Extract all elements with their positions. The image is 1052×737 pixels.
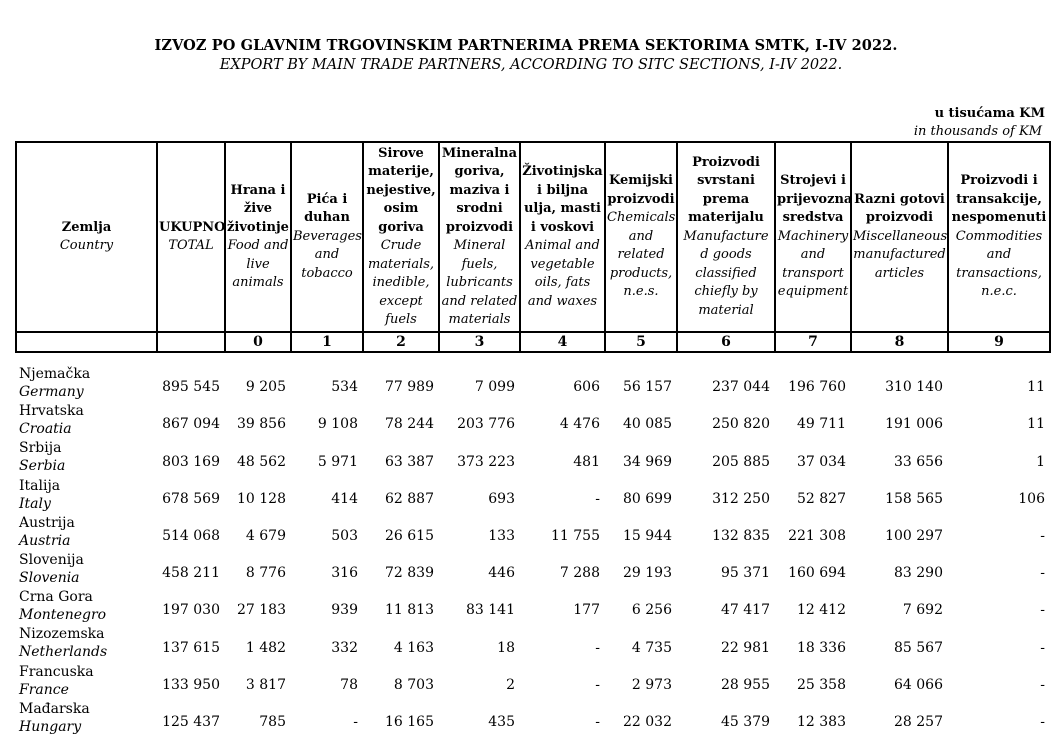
country-cell [16,514,157,551]
value-cell: 6 256 [631,602,672,619]
value-cell: 177 [573,602,600,619]
value-cell: 158 565 [885,490,943,507]
value-cell: 12 383 [797,713,846,730]
value-cell: 9 205 [245,379,286,396]
value-cell: 12 412 [797,602,846,619]
value-cell: 78 244 [385,416,434,433]
value-cell: - [595,676,600,693]
value-cell: 15 944 [623,527,672,544]
value-cell: 27 183 [237,602,286,619]
value-cell: - [1040,639,1045,656]
header-label-hr: Proizvodi svrstani prema materijalu [688,154,764,226]
value-cell: 64 066 [894,676,943,693]
header-label-hr: Životinjska i biljna ulja, masti i voskovi [522,164,603,235]
value-cell: - [1040,527,1045,544]
table-row [16,663,1050,700]
value-cell: 11 755 [551,527,600,544]
value-cell: 4 163 [393,639,434,656]
value-cell: 11 [1027,416,1045,433]
header-row [16,142,1050,332]
section-code: 7 [775,332,851,352]
value-cell: 39 856 [237,416,286,433]
value-cell: 47 417 [721,602,770,619]
section-code: 0 [225,332,291,352]
value-cell: 481 [573,453,600,470]
country-name-en: Slovenia [19,569,80,586]
value-cell: 72 839 [385,565,434,582]
value-cell: 40 085 [623,416,672,433]
value-cell: 7 692 [902,602,943,619]
table-row [16,402,1050,439]
value-cell: 34 969 [623,453,672,470]
value-cell: 49 711 [797,416,846,433]
header-label-hr: Razni gotovi proizvodi [854,191,945,226]
header-label-en: Machinery and transport equipment [777,228,849,300]
value-cell: 7 288 [559,565,600,582]
country-name-hr: Srbija [19,440,62,457]
value-cell: 5 971 [317,453,358,470]
value-cell: 414 [331,490,358,507]
section-code: 6 [677,332,775,352]
country-cell [16,402,157,439]
value-cell: 939 [331,602,358,619]
value-cell: 7 099 [474,379,515,396]
header-label-en: Mineral fuels, lubricants and related materials [441,238,518,327]
country-cell [16,663,157,700]
header-label-hr: Kemijski proizvodi [607,173,675,207]
header-label-en: Animal and vegetable oils, fats and waxes [525,238,600,309]
value-cell: 26 615 [385,527,434,544]
section-code: 3 [439,332,520,352]
header-label-hr: Hrana i žive životinje [227,182,289,235]
table-row [16,514,1050,551]
country-name-hr: Slovenija [19,551,84,568]
value-cell: 77 989 [385,379,434,396]
country-name-en: France [19,681,69,698]
value-cell: 4 679 [245,527,286,544]
value-cell: 316 [331,565,358,582]
country-name-en: Germany [19,384,84,400]
value-cell: 435 [488,713,515,730]
country-name-hr: Mađarska [19,700,90,717]
country-name-hr: Hrvatska [19,403,84,420]
section-code: 1 [291,332,363,352]
value-cell: 332 [331,639,358,656]
header-label-en: TOTAL [168,238,214,253]
value-cell: 310 140 [885,379,943,396]
value-cell: 534 [331,379,358,396]
total-cell: 133 950 [162,676,220,693]
header-label-en: Miscellaneous manufactured articles [853,228,948,281]
value-cell: - [1040,565,1045,582]
country-cell [16,551,157,588]
value-cell: 56 157 [623,379,672,396]
value-cell: 785 [259,713,286,730]
value-cell: 205 885 [712,453,770,470]
value-cell: 2 [506,676,515,693]
value-cell: - [1040,676,1045,693]
value-cell: 80 699 [623,490,672,507]
value-cell: - [353,713,358,730]
value-cell: 18 [497,639,515,656]
value-cell: 11 813 [385,602,434,619]
value-cell: - [595,490,600,507]
total-cell: 678 569 [162,490,220,507]
country-cell [16,588,157,625]
value-cell: 16 165 [385,713,434,730]
total-cell: 895 545 [162,379,220,396]
value-cell: 48 562 [237,453,286,470]
value-cell: 100 297 [885,527,943,544]
section-code: 8 [851,332,948,352]
value-cell: 191 006 [885,416,943,433]
total-cell: 867 094 [162,416,220,433]
value-cell: 312 250 [712,490,770,507]
header-label-hr: Sirove materije, nejestive, osim goriva [366,145,436,235]
value-cell: 1 [1036,453,1045,470]
value-cell: 83 141 [466,602,515,619]
value-cell: 106 [1018,490,1045,507]
country-cell [16,625,157,662]
header-section-3 [439,142,520,332]
header-label-en: Commodities and transactions, n.e.c. [955,228,1043,300]
header-label-en: Country [59,238,114,253]
table-row [16,551,1050,588]
value-cell: - [1040,713,1045,730]
value-cell: 606 [573,379,600,396]
header-section-0 [225,142,291,332]
value-cell: 11 [1027,379,1045,396]
value-cell: 446 [488,565,515,582]
country-name-en: Austria [19,532,71,549]
unit-label-hr: u tisućama KM [934,106,1045,121]
header-total [157,142,225,332]
value-cell: 28 955 [721,676,770,693]
header-label-en: Chemicals and related products, n.e.s. [607,210,676,300]
table-row [16,700,1050,737]
value-cell: 37 034 [797,453,846,470]
total-cell: 197 030 [162,602,220,619]
total-cell: 514 068 [162,527,220,544]
section-code: 2 [363,332,439,352]
value-cell: 373 223 [457,453,515,470]
country-name-en: Netherlands [19,644,108,661]
header-label-hr: Proizvodi i transakcije, nespomenuti [951,173,1047,226]
header-section-1 [291,142,363,332]
country-name-hr: Francuska [19,663,94,680]
value-cell: 160 694 [788,565,846,582]
country-cell [16,439,157,476]
value-cell: 18 336 [797,639,846,656]
code-row [16,332,1050,352]
section-code: 5 [605,332,677,352]
export-table [15,141,1051,737]
value-cell: 4 735 [631,639,672,656]
value-cell: 2 973 [631,676,672,693]
value-cell: 25 358 [797,676,846,693]
total-cell: 803 169 [162,453,220,470]
country-cell [16,477,157,514]
value-cell: 52 827 [797,490,846,507]
section-code: 9 [948,332,1050,352]
country-name-hr: Njemačka [19,366,91,382]
country-name-en: Hungary [19,718,82,735]
header-section-6 [677,142,775,332]
value-cell: 196 760 [788,379,846,396]
value-cell: 250 820 [712,416,770,433]
value-cell: 133 [488,527,515,544]
header-label-hr: Pića i duhan [304,191,350,226]
value-cell: 85 567 [894,639,943,656]
header-section-2 [363,142,439,332]
header-label-en: Food and live animals [227,238,289,290]
header-section-8 [851,142,948,332]
value-cell: 693 [488,490,515,507]
value-cell: 221 308 [788,527,846,544]
header-section-9 [948,142,1050,332]
country-cell [16,365,157,402]
country-cell [16,700,157,737]
header-label-en: Crude materials, inedible, except fuels [367,238,435,327]
value-cell: 83 290 [894,565,943,582]
header-label-hr: UKUPNO [159,219,226,235]
header-section-4 [520,142,605,332]
value-cell: 8 776 [245,565,286,582]
value-cell: 132 835 [712,527,770,544]
header-section-5 [605,142,677,332]
value-cell: 10 128 [237,490,286,507]
header-label-hr: Mineralna goriva, maziva i srodni proizvodi [441,145,518,235]
value-cell: 22 981 [721,639,770,656]
country-name-hr: Italija [19,477,61,494]
header-section-7 [775,142,851,332]
country-name-hr: Nizozemska [19,626,105,643]
value-cell: 95 371 [721,565,770,582]
header-label-en: Beverages and tobacco [293,228,362,281]
value-cell: - [1040,602,1045,619]
value-cell: 45 379 [721,713,770,730]
total-cell: 137 615 [162,639,220,656]
table-row [16,365,1050,402]
value-cell: 503 [331,527,358,544]
table-row [16,439,1050,476]
table-subtitle: EXPORT BY MAIN TRADE PARTNERS, ACCORDING TO SITC SECTIONS, I-IV 2022. [219,57,843,73]
value-cell: 9 108 [317,416,358,433]
value-cell: 237 044 [712,379,770,396]
header-label-en: Manufacture d goods classified chiefly by material [683,228,769,318]
value-cell: 63 387 [385,453,434,470]
value-cell: 22 032 [623,713,672,730]
header-country [16,142,157,332]
value-cell: 62 887 [385,490,434,507]
table-row [16,625,1050,662]
section-code: 4 [520,332,605,352]
value-cell: 8 703 [393,676,434,693]
table-row [16,588,1050,625]
value-cell: 3 817 [245,676,286,693]
table-body [16,352,1050,737]
country-name-en: Croatia [19,421,72,438]
total-cell: 458 211 [162,565,220,582]
table-row [16,477,1050,514]
unit-label-en: in thousands of KM [913,124,1042,139]
header-label-hr: Zemlja [61,219,112,235]
header-label-hr: Strojevi i prijevozna sredstva [777,173,853,226]
country-name-en: Italy [19,495,51,512]
value-cell: 203 776 [457,416,515,433]
section-code [157,332,225,352]
total-cell: 125 437 [162,713,220,730]
value-cell: 28 257 [894,713,943,730]
country-name-hr: Austrija [19,514,75,531]
value-cell: 1 482 [245,639,286,656]
value-cell: 78 [340,676,358,693]
value-cell: 33 656 [894,453,943,470]
country-name-en: Montenegro [19,607,107,624]
country-name-hr: Crna Gora [19,589,93,606]
value-cell: - [595,639,600,656]
table-title: IZVOZ PO GLAVNIM TRGOVINSKIM PARTNERIMA PREMA SEKTORIMA SMTK, I-IV 2022. [154,37,898,54]
country-name-en: Serbia [19,458,66,475]
section-code [16,332,157,352]
value-cell: 4 476 [559,416,600,433]
value-cell: 29 193 [623,565,672,582]
value-cell: - [595,713,600,730]
